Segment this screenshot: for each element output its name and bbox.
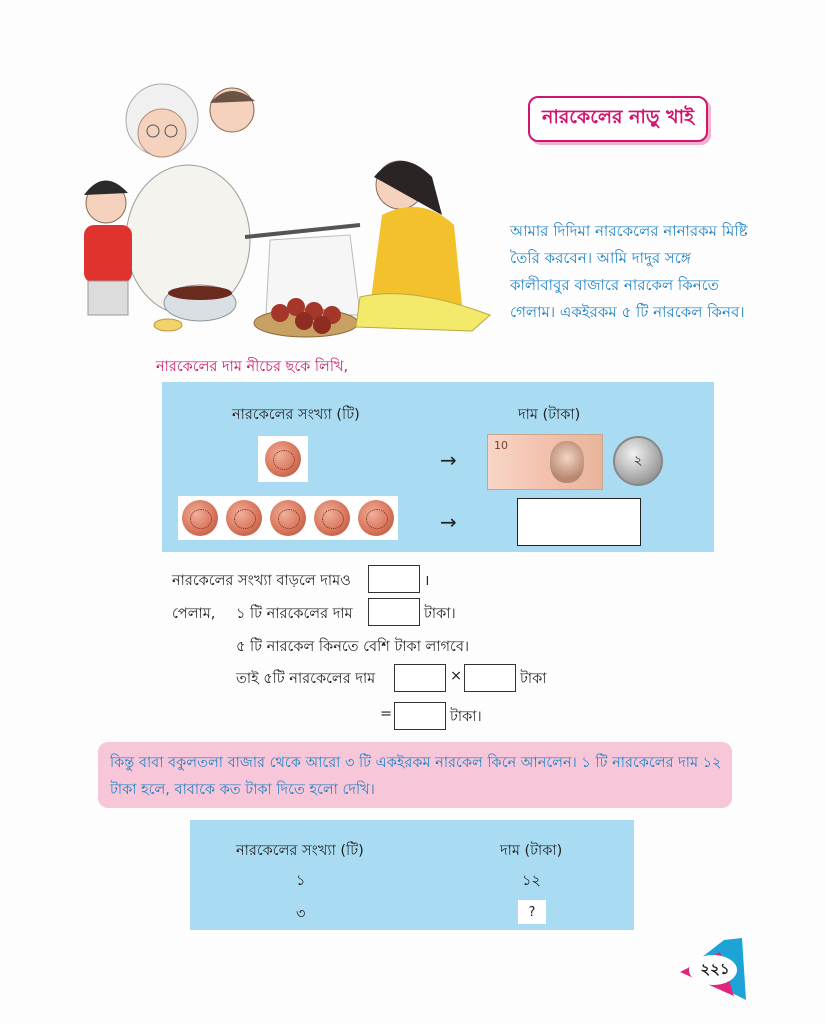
two-rupee-coin-image xyxy=(613,436,663,486)
coconut-count-header: নারকেলের সংখ্যা (টি) xyxy=(236,843,364,859)
problem-text: কিন্তু বাবা বকুলতলা বাজার থেকে আরো ৩ টি একইরকম নারকেল কিনে আনলেন। ১ টি নারকেলের দাম ১২ টাকা হলে, বাবাকে কত টাকা দিতে হলো দেখি। xyxy=(110,755,722,798)
blank-input-4[interactable] xyxy=(464,664,516,692)
kitchen-illustration xyxy=(70,75,510,345)
worksheet-line-3: ৫ টি নারকেল কিনতে বেশি টাকা লাগবে। xyxy=(236,639,470,655)
blank-input-2[interactable] xyxy=(368,598,420,626)
table-caption: নারকেলের দাম নীচের ছকে লিখি, xyxy=(156,359,349,375)
coconut-icon xyxy=(182,500,218,536)
story-text: আমার দিদিমা নারকেলের নানারকম মিষ্টি তৈরি করবেন। আমি দাদুর সঙ্গে কালীবাবুর বাজারে নারকেল কিনতে গেলাম। একইরকম ৫ টি নারকেল কিনব। xyxy=(510,222,748,321)
table-cell-count: ১ xyxy=(296,873,306,889)
worksheet-line-2: ১ টি নারকেলের দাম xyxy=(236,606,353,622)
coconut-icon xyxy=(358,500,394,536)
worksheet-line-1-end: । xyxy=(424,573,430,589)
page-title: নারকেলের নাড়ু খাই xyxy=(528,96,708,142)
blank-input-5[interactable] xyxy=(394,702,446,730)
coconut-icon xyxy=(226,500,262,536)
times-sign: × xyxy=(450,668,463,684)
note-value: 10 xyxy=(494,439,508,452)
coconut-icon xyxy=(270,500,306,536)
coconut-icon xyxy=(265,441,301,477)
blank-input-3[interactable] xyxy=(394,664,446,692)
single-coconut-image xyxy=(258,436,308,482)
worksheet-line-1: নারকেলের সংখ্যা বাড়লে দামও xyxy=(172,573,351,589)
coconut-count-header: নারকেলের সংখ্যা (টি) xyxy=(232,407,360,423)
arrow-icon: → xyxy=(440,448,457,472)
worksheet-line-5-end: টাকা। xyxy=(450,709,482,725)
blank-input-1[interactable] xyxy=(368,565,420,593)
table-cell-count: ৩ xyxy=(296,906,306,922)
price-header: দাম (টাকা) xyxy=(518,407,581,423)
ten-rupee-note-image xyxy=(487,434,603,490)
worksheet-line-2-prefix: পেলাম, xyxy=(172,606,216,622)
answer-box-five-price[interactable] xyxy=(517,498,641,546)
price-header: দাম (টাকা) xyxy=(500,843,563,859)
unknown-price-box[interactable]: ? xyxy=(518,900,546,924)
coin-value: ২ xyxy=(633,453,643,469)
worksheet-line-4-end: টাকা xyxy=(520,671,547,687)
five-coconuts-image xyxy=(178,496,398,540)
coconut-icon xyxy=(314,500,350,536)
table-cell-price: ১২ xyxy=(522,873,541,889)
arrow-icon: → xyxy=(440,510,457,534)
price-table-2 xyxy=(190,820,634,930)
portrait-icon xyxy=(550,441,584,483)
equals-sign: = xyxy=(380,706,393,722)
page-number: ২২১ xyxy=(700,960,730,978)
worksheet-line-2-end: টাকা। xyxy=(424,606,456,622)
worksheet-line-4: তাই ৫টি নারকেলের দাম xyxy=(236,671,376,687)
